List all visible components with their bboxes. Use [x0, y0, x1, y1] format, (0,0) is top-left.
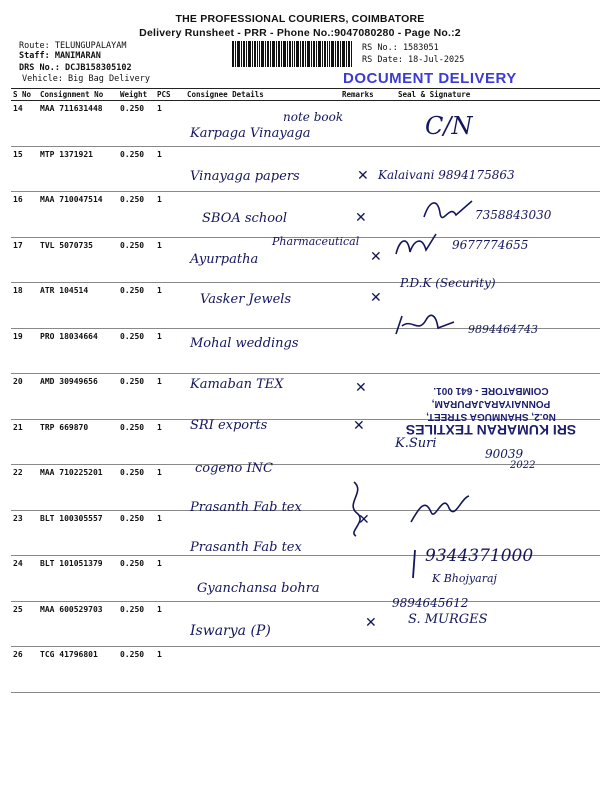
handwritten-consignee: Kamaban TEX: [190, 377, 284, 392]
row-weight: 0.250: [118, 510, 155, 556]
row-sno: 26: [11, 647, 38, 693]
signature-text: K.Suri: [395, 436, 437, 451]
row-remarks: [340, 192, 396, 238]
col-remarks: Remarks: [340, 89, 396, 101]
handwritten-consignee: Vinayaga papers: [190, 169, 300, 184]
row-pcs: 1: [155, 419, 185, 465]
col-pcs: PCS: [155, 89, 185, 101]
handwritten-consignee: Vasker Jewels: [200, 292, 292, 307]
row-remarks: [340, 283, 396, 329]
col-signature: Seal & Signature: [396, 89, 600, 101]
col-consignment: Consignment No: [38, 89, 118, 101]
row-remarks: [340, 647, 396, 693]
shop-name: SRI KUMARAN TEXTILES: [405, 422, 577, 438]
row-pcs: 1: [155, 647, 185, 693]
handwritten-consignee: Mohal weddings: [190, 336, 299, 351]
row-consignment-no: AMD 30949656: [38, 374, 118, 420]
row-pcs: 1: [155, 556, 185, 602]
handwritten-consignee: Gyanchansa bohra: [197, 581, 320, 596]
table-row: [11, 283, 600, 329]
shop-address-line: No.2, SHANMUGA STREET,: [426, 411, 556, 422]
remark-cross-mark: ✕: [370, 249, 382, 265]
row-weight: 0.250: [118, 192, 155, 238]
row-consignment-no: PRO 18034664: [38, 328, 118, 374]
signature-text: S. MURGES: [408, 612, 488, 627]
row-weight: 0.250: [118, 601, 155, 647]
row-consignee-details: [185, 647, 340, 693]
signature-text: 9894464743: [468, 323, 538, 336]
signature-text: 2022: [510, 460, 536, 471]
row-sno: 16: [11, 192, 38, 238]
row-pcs: 1: [155, 601, 185, 647]
signature-text: 9894645612: [392, 596, 469, 610]
row-sno: 15: [11, 146, 38, 192]
remark-cross-mark: ✕: [365, 615, 377, 631]
signature-text: P.D.K (Security): [400, 276, 496, 290]
row-weight: 0.250: [118, 283, 155, 329]
signature-text: 7358843030: [475, 208, 552, 222]
row-consignment-no: BLT 101051379: [38, 556, 118, 602]
remark-cross-mark: ✕: [353, 418, 365, 434]
row-weight: 0.250: [118, 465, 155, 511]
drs-number: DRS No.: DCJB158305102: [19, 63, 132, 73]
row-weight: 0.250: [118, 237, 155, 283]
row-weight: 0.250: [118, 556, 155, 602]
document-delivery-stamp: DOCUMENT DELIVERY: [343, 70, 517, 87]
barcode-image: [232, 41, 352, 67]
row-pcs: 1: [155, 283, 185, 329]
signature-text: 90039: [485, 447, 524, 461]
row-weight: 0.250: [118, 101, 155, 147]
handwritten-consignee: SBOA school: [202, 211, 288, 226]
remark-cross-mark: ✕: [357, 168, 369, 184]
handwritten-consignee: Prasanth Fab tex: [190, 540, 302, 555]
row-pcs: 1: [155, 146, 185, 192]
row-sno: 17: [11, 237, 38, 283]
table-header-row: [11, 89, 600, 101]
row-sno: 25: [11, 601, 38, 647]
scribble-signature: [392, 308, 462, 340]
row-consignment-no: MTP 1371921: [38, 146, 118, 192]
rs-date: RS Date: 18-Jul-2025: [362, 55, 465, 65]
row-consignment-no: TVL 5070735: [38, 237, 118, 283]
scribble-signature: [420, 195, 480, 225]
row-consignment-no: BLT 100305557: [38, 510, 118, 556]
runsheet-subtitle: Delivery Runsheet - PRR - Phone No.:9047080280 - Page No.:2: [139, 27, 461, 39]
signature-text: 9344371000: [425, 546, 534, 566]
row-consignment-no: MAA 710047514: [38, 192, 118, 238]
handwritten-note: note book: [283, 110, 344, 124]
table-row: [11, 601, 600, 647]
handwritten-consignee: Karpaga Vinayaga: [190, 126, 311, 141]
handwritten-consignee: Iswarya (P): [190, 623, 271, 639]
shop-address-line: COIMBATORE - 641 001.: [433, 385, 549, 396]
shop-address-line: PONNAIYARAJAPURAM,: [431, 398, 551, 409]
remark-cross-mark: ✕: [355, 380, 367, 396]
row-remarks: [340, 556, 396, 602]
row-consignment-no: TRP 669870: [38, 419, 118, 465]
table-row: [11, 647, 600, 693]
row-consignment-no: MAA 600529703: [38, 601, 118, 647]
vehicle-label: Vehicle: Big Bag Delivery: [22, 74, 150, 84]
remark-cross-mark: ✕: [358, 512, 370, 528]
handwritten-consignee: Ayurpatha: [190, 252, 259, 267]
row-weight: 0.250: [118, 146, 155, 192]
table-row: [11, 465, 600, 511]
staff-label: Staff: MANIMARAN: [19, 51, 101, 61]
scribble-signature: [340, 478, 370, 538]
remark-cross-mark: ✕: [355, 210, 367, 226]
signature-text: Kalaivani 9894175863: [378, 168, 515, 182]
row-seal-signature: [396, 647, 600, 693]
handwritten-consignee: cogeno INC: [195, 461, 273, 476]
signature-text: K Bhojyaraj: [432, 572, 497, 585]
rs-number: RS No.: 1583051: [362, 43, 439, 53]
row-pcs: 1: [155, 510, 185, 556]
row-pcs: 1: [155, 328, 185, 374]
row-consignment-no: TCG 41796801: [38, 647, 118, 693]
scribble-signature: [392, 230, 442, 260]
row-sno: 22: [11, 465, 38, 511]
row-sno: 20: [11, 374, 38, 420]
remark-cross-mark: ✕: [370, 290, 382, 306]
row-sno: 23: [11, 510, 38, 556]
route-label: Route: TELUNGUPALAYAM: [19, 41, 127, 51]
company-title: THE PROFESSIONAL COURIERS, COIMBATORE: [175, 13, 425, 25]
row-weight: 0.250: [118, 328, 155, 374]
row-sno: 24: [11, 556, 38, 602]
row-weight: 0.250: [118, 374, 155, 420]
row-sno: 19: [11, 328, 38, 374]
shop-seal-stamp: [382, 340, 600, 436]
row-sno: 21: [11, 419, 38, 465]
row-pcs: 1: [155, 192, 185, 238]
row-pcs: 1: [155, 465, 185, 511]
col-consignee: Consignee Details: [185, 89, 340, 101]
col-weight: Weight: [118, 89, 155, 101]
row-pcs: 1: [155, 237, 185, 283]
scribble-signature: [405, 548, 425, 580]
row-consignment-no: MAA 711631448: [38, 101, 118, 147]
handwritten-consignee: Prasanth Fab tex: [190, 500, 302, 515]
signature-text: C/N: [425, 112, 473, 140]
row-consignment-no: MAA 710225201: [38, 465, 118, 511]
scribble-signature: [405, 488, 475, 528]
row-pcs: 1: [155, 101, 185, 147]
row-consignment-no: ATR 104514: [38, 283, 118, 329]
col-sno: S No: [11, 89, 38, 101]
handwritten-consignee: Pharmaceutical: [272, 235, 360, 248]
handwritten-consignee: SRI exports: [190, 418, 268, 433]
row-remarks: [340, 101, 396, 147]
row-pcs: 1: [155, 374, 185, 420]
row-sno: 14: [11, 101, 38, 147]
row-weight: 0.250: [118, 647, 155, 693]
signature-text: 9677774655: [452, 238, 529, 252]
row-sno: 18: [11, 283, 38, 329]
row-weight: 0.250: [118, 419, 155, 465]
